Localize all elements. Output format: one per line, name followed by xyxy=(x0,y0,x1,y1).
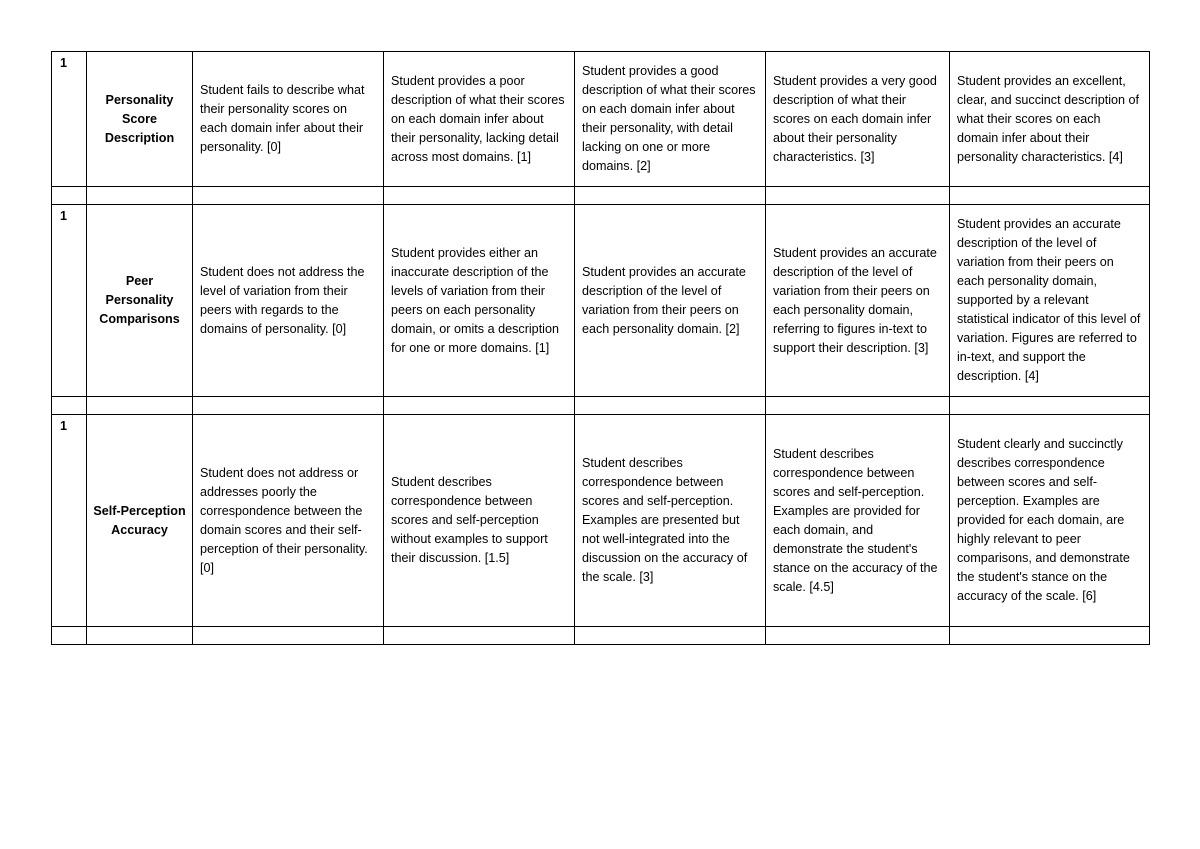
row-number: 1 xyxy=(52,52,87,187)
level-1-cell: Student provides either an inaccurate description of the levels of variation from their peers on each personality domain, or omits a description for one or more domains. [1] xyxy=(384,205,575,397)
criterion-label: Peer Personality Comparisons xyxy=(87,205,193,397)
row-number: 1 xyxy=(52,205,87,397)
rubric-row xyxy=(52,52,1150,187)
level-0-cell: Student fails to describe what their personality scores on each domain infer about their personality. [0] xyxy=(193,52,384,187)
level-0-cell: Student does not address or addresses poorly the correspondence between the domain scores and their self-perception of their personality. [0] xyxy=(193,415,384,627)
level-4-cell: Student provides an accurate description of the level of variation from their peers on each personality domain, supported by a relevant statistical indicator of this level of variation. Figures are referred to in-text, and support the description. [4] xyxy=(950,205,1150,397)
level-3-cell: Student provides a very good description of what their scores on each domain infer about their personality characteristics. [3] xyxy=(766,52,950,187)
level-4-cell: Student clearly and succinctly describes correspondence between scores and self-perception. Examples are provided for each domain, are highly relevant to peer comparisons, and demonstrate the student's stance on the accuracy of the scale. [6] xyxy=(950,415,1150,627)
rubric-table xyxy=(51,51,1150,645)
criterion-label: Personality Score Description xyxy=(87,52,193,187)
criterion-label: Self-Perception Accuracy xyxy=(87,415,193,627)
rubric-row xyxy=(52,205,1150,397)
level-2-cell: Student describes correspondence between scores and self-perception. Examples are presented but not well-integrated into the discussion on the accuracy of the scale. [3] xyxy=(575,415,766,627)
spacer-row xyxy=(52,397,1150,415)
row-number: 1 xyxy=(52,415,87,627)
rubric-row xyxy=(52,415,1150,627)
level-3-cell: Student describes correspondence between scores and self-perception. Examples are provided for each domain, and demonstrate the student's stance on the accuracy of the scale. [4.5] xyxy=(766,415,950,627)
level-4-cell: Student provides an excellent, clear, and succinct description of what their scores on each domain infer about their personality characteristics. [4] xyxy=(950,52,1150,187)
level-1-cell: Student describes correspondence between scores and self-perception without examples to support their discussion. [1.5] xyxy=(384,415,575,627)
level-0-cell: Student does not address the level of variation from their peers with regards to the domains of personality. [0] xyxy=(193,205,384,397)
spacer-row xyxy=(52,627,1150,645)
level-1-cell: Student provides a poor description of what their scores on each domain infer about their personality, lacking detail across most domains. [1] xyxy=(384,52,575,187)
level-2-cell: Student provides an accurate description of the level of variation from their peers on each personality domain. [2] xyxy=(575,205,766,397)
level-2-cell: Student provides a good description of what their scores on each domain infer about their personality, with detail lacking on one or more domains. [2] xyxy=(575,52,766,187)
level-3-cell: Student provides an accurate description of the level of variation from their peers on each personality domain, referring to figures in-text to support their description. [3] xyxy=(766,205,950,397)
spacer-row xyxy=(52,187,1150,205)
